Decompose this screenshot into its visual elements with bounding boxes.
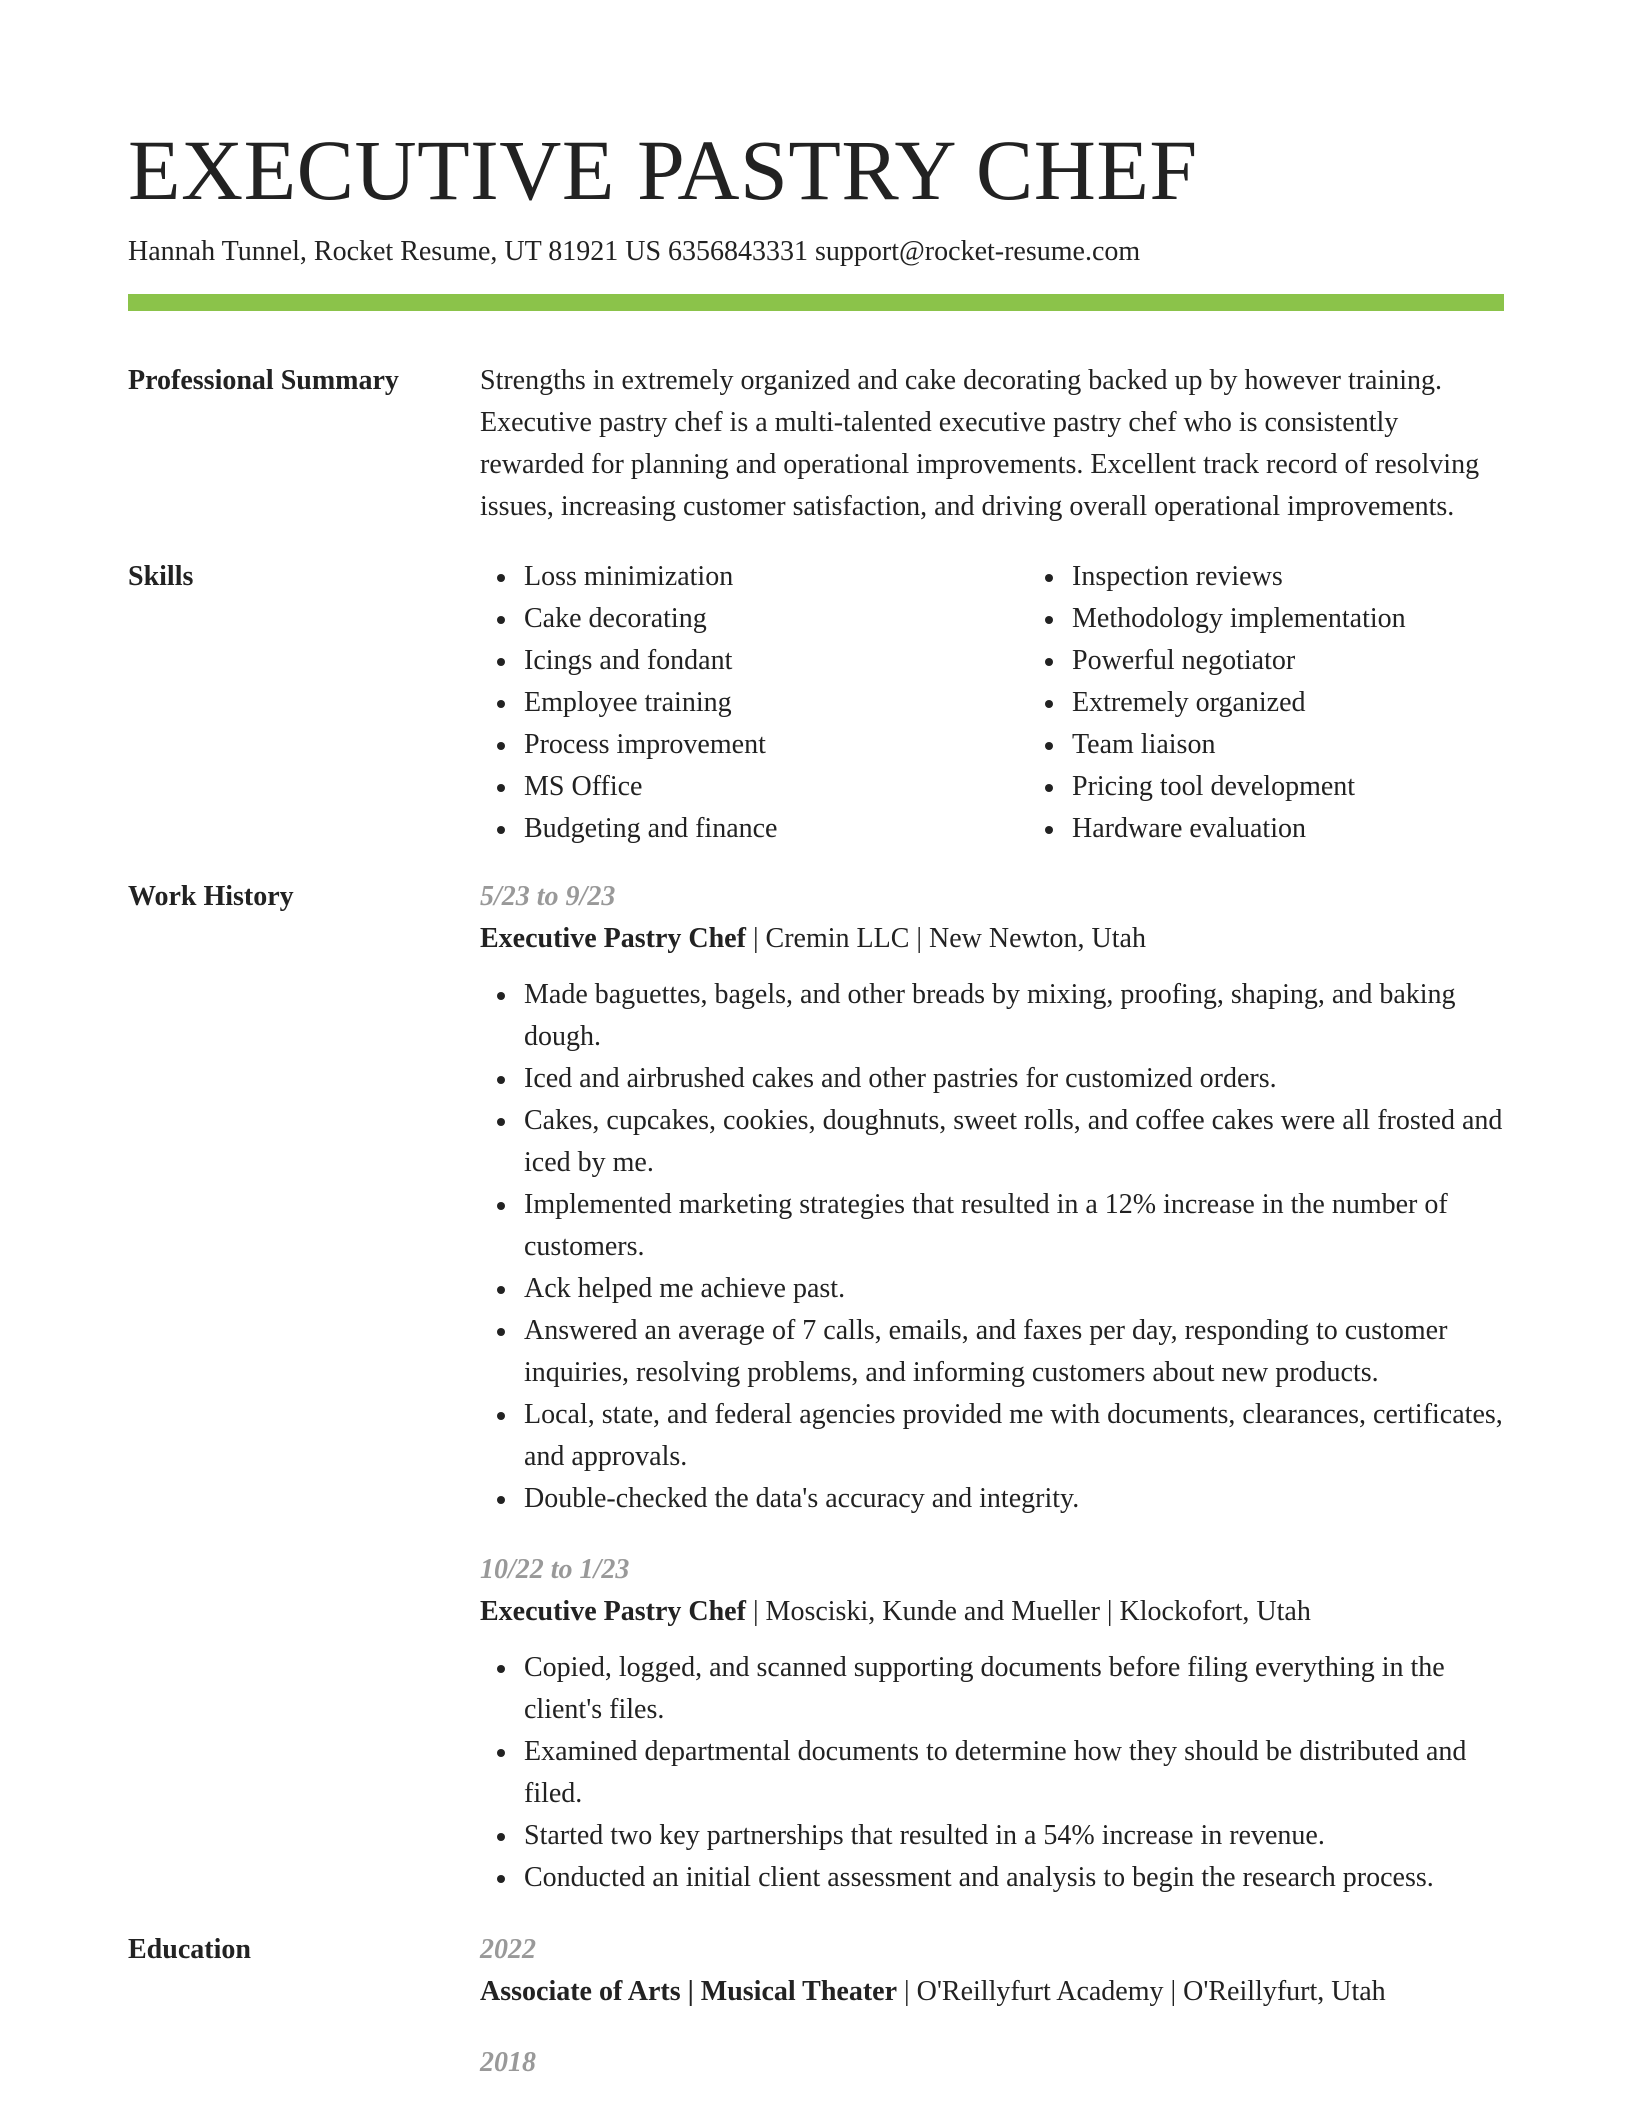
- job-heading: [480, 1591, 1504, 1633]
- education-entry: [480, 2042, 1504, 2084]
- skill-item: Extremely organized: [1072, 682, 1576, 724]
- skill-item: Powerful negotiator: [1072, 640, 1576, 682]
- skill-item: Process improvement: [524, 724, 1028, 766]
- job-dates: 10/22 to 1/23: [480, 1554, 630, 1585]
- skills-section: [128, 556, 1504, 850]
- skill-item: Hardware evaluation: [1072, 808, 1576, 850]
- section-label-summary: Professional Summary: [128, 365, 399, 396]
- job-bullet: Made baguettes, bagels, and other breads by mixing, proofing, shaping, and baking dough.: [524, 974, 1504, 1058]
- job-bullet: Answered an average of 7 calls, emails, and faxes per day, responding to customer inquiries, resolving problems, and informing customers about new products.: [524, 1310, 1504, 1394]
- job-bullet: Local, state, and federal agencies provided me with documents, clearances, certificates, and approvals.: [524, 1394, 1504, 1478]
- job-entry: [480, 1549, 1504, 1899]
- job-title: Executive Pastry Chef: [480, 923, 746, 954]
- skill-item: Employee training: [524, 682, 1028, 724]
- job-bullet: Conducted an initial client assessment and analysis to begin the research process.: [524, 1857, 1504, 1899]
- job-entry: [480, 876, 1504, 1520]
- job-bullet: Copied, logged, and scanned supporting documents before filing everything in the client's files.: [524, 1647, 1504, 1731]
- job-bullet: Started two key partnerships that resulted in a 54% increase in revenue.: [524, 1815, 1504, 1857]
- education-entry: [480, 1929, 1504, 2013]
- job-bullet: Examined departmental documents to determine how they should be distributed and filed.: [524, 1731, 1504, 1815]
- job-bullets: [480, 974, 1504, 1520]
- skill-item: Team liaison: [1072, 724, 1576, 766]
- skills-column-right: [1028, 556, 1576, 850]
- resume-title: EXECUTIVE PASTRY CHEF: [128, 122, 1198, 218]
- skill-item: MS Office: [524, 766, 1028, 808]
- job-details: | Mosciski, Kunde and Mueller | Klockofort, Utah: [745, 1596, 1311, 1627]
- section-label-education: Education: [128, 1934, 251, 1965]
- skills-column-left: [480, 556, 1028, 850]
- job-bullet: Cakes, cupcakes, cookies, doughnuts, sweet rolls, and coffee cakes were all frosted and iced by me.: [524, 1100, 1504, 1184]
- skill-item: Pricing tool development: [1072, 766, 1576, 808]
- work-history-section: [128, 876, 1504, 1899]
- job-heading: [480, 918, 1504, 960]
- skill-item: Icings and fondant: [524, 640, 1028, 682]
- job-bullet: Implemented marketing strategies that resulted in a 12% increase in the number of customers.: [524, 1184, 1504, 1268]
- education-section: [128, 1929, 1504, 2084]
- contact-line: Hannah Tunnel, Rocket Resume, UT 81921 US 6356843331 support@rocket-resume.com: [128, 236, 1141, 267]
- job-title: Executive Pastry Chef: [480, 1596, 746, 1627]
- skill-item: Inspection reviews: [1072, 556, 1576, 598]
- accent-divider: [128, 294, 1504, 311]
- job-bullet: Ack helped me achieve past.: [524, 1268, 1504, 1310]
- education-heading: [480, 1971, 1504, 2013]
- skill-item: Methodology implementation: [1072, 598, 1576, 640]
- resume-page: [128, 0, 1504, 2084]
- job-bullet: Double-checked the data's accuracy and integrity.: [524, 1478, 1504, 1520]
- education-year: 2022: [480, 1934, 536, 1965]
- job-bullets: [480, 1647, 1504, 1899]
- education-details: | O'Reillyfurt Academy | O'Reillyfurt, Utah: [897, 1976, 1386, 2007]
- education-degree: Associate of Arts | Musical Theater: [480, 1976, 898, 2007]
- skill-item: Cake decorating: [524, 598, 1028, 640]
- section-label-work-history: Work History: [128, 881, 294, 912]
- summary-text: Strengths in extremely organized and cake decorating backed up by however training. Executive pastry chef is a multi-talented executive pastry chef who is consistently rewarded for planning and operational improvements. Excellent track record of resolving issues, increasing customer satisfaction, and driving overall operational improvements.: [480, 365, 1480, 522]
- education-year: 2018: [480, 2047, 536, 2078]
- skill-item: Loss minimization: [524, 556, 1028, 598]
- skill-item: Budgeting and finance: [524, 808, 1028, 850]
- job-dates: 5/23 to 9/23: [480, 881, 616, 912]
- job-details: | Cremin LLC | New Newton, Utah: [745, 923, 1146, 954]
- section-label-skills: Skills: [128, 561, 194, 592]
- job-bullet: Iced and airbrushed cakes and other pastries for customized orders.: [524, 1058, 1504, 1100]
- summary-section: [128, 360, 1504, 528]
